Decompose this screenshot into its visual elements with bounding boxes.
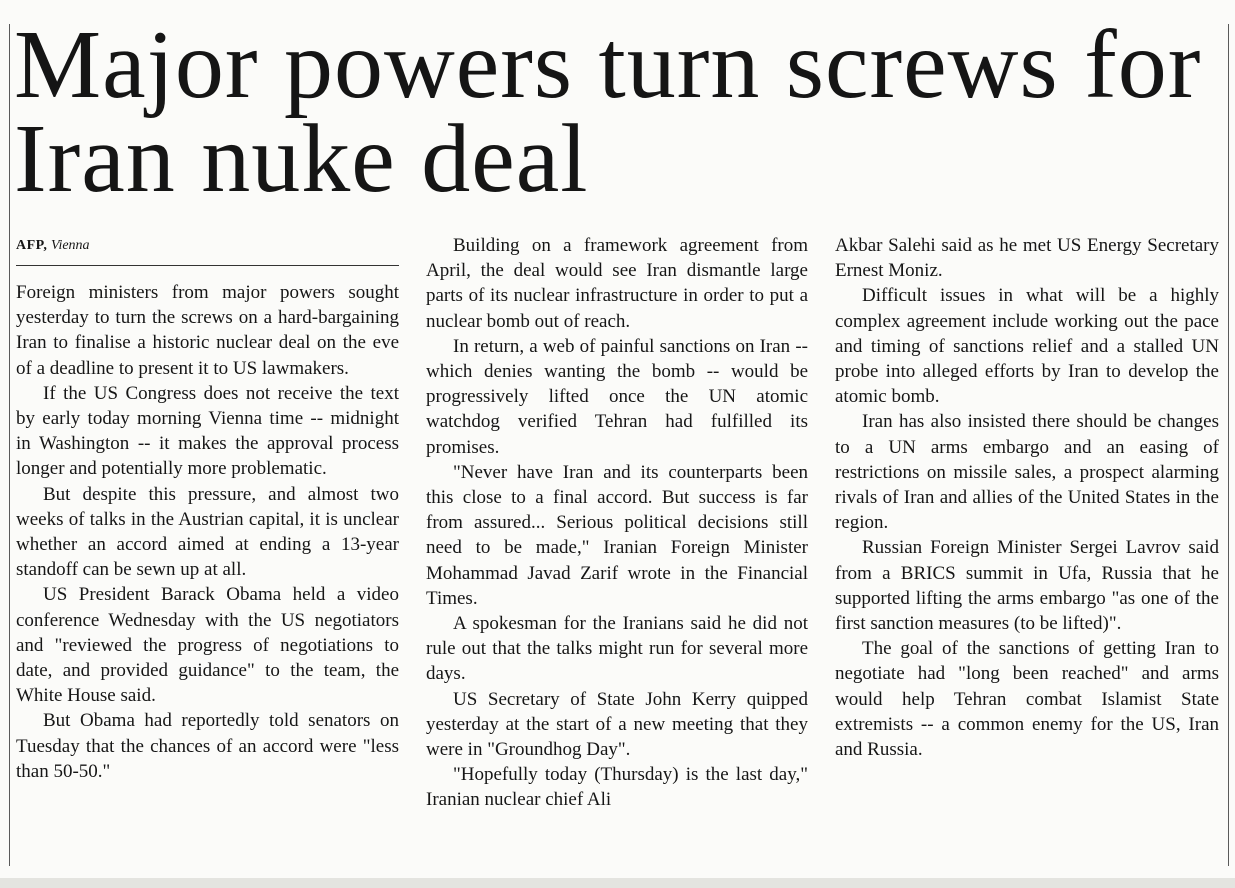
byline — [16, 236, 396, 256]
paragraph: If the US Congress does not receive the text by early today morning Vienna time -- midnight in Washington -- it makes the approval process longer and potentially more problematic. — [16, 382, 399, 480]
paragraph: Foreign ministers from major powers sought yesterday to turn the screws on a hard-bargaining Iran to finalise a historic nuclear deal on the eve of a deadline to present it to US lawmakers. — [16, 282, 399, 379]
paragraph: In return, a web of painful sanctions on Iran -- which denies wanting the bomb -- would be progressively lifted once the UN atomic watchdog verified Tehran had fulfilled its promises. — [426, 335, 808, 458]
paragraph: A spokesman for the Iranians said he did not rule out that the talks might run for several more days. — [426, 613, 808, 685]
byline-divider — [16, 265, 399, 266]
paragraph: Akbar Salehi said as he met US Energy Secretary Ernest Moniz. — [835, 235, 1219, 282]
page-bottom-edge — [0, 878, 1235, 888]
paragraph: But Obama had reportedly told senators on Tuesday that the chances of an accord were "less than 50-50." — [16, 710, 399, 782]
article-column-3 — [835, 233, 1219, 762]
left-column-rule — [9, 24, 10, 866]
article-column-2 — [426, 233, 808, 813]
right-column-rule — [1228, 24, 1229, 866]
paragraph: US Secretary of State John Kerry quipped yesterday at the start of a new meeting that they were in "Groundhog Day". — [426, 688, 808, 761]
paragraph: Building on a framework agreement from April, the deal would see Iran dismantle large parts of its nuclear infrastructure in order to put a nuclear bomb out of reach. — [426, 235, 808, 332]
paragraph: But despite this pressure, and almost two weeks of talks in the Austrian capital, it is unclear whether an accord aimed at ending a 13-year standoff can be sewn up at all. — [16, 483, 399, 581]
paragraph: Difficult issues in what will be a highly complex agreement include working out the pace and timing of sanctions relief and a stalled UN probe into alleged efforts by Iran to develop the atomic bomb. — [835, 285, 1219, 408]
paragraph: The goal of the sanctions of getting Iran to negotiate had "long been reached" and arms would help Tehran combat Islamist State extremists -- a common enemy for the US, Iran and Russia. — [835, 638, 1219, 761]
paragraph: Russian Foreign Minister Sergei Lavrov said from a BRICS summit in Ufa, Russia that he supported lifting the arms embargo "as one of the first sanction measures (to be lifted)". — [835, 537, 1219, 635]
byline-location: Vienna — [50, 238, 90, 253]
headline: Major powers turn screws for Iran nuke deal — [14, 11, 1202, 213]
paragraph: "Never have Iran and its counterparts been this close to a final accord. But success is far from assured... Serious political decisions still need to be made," Iranian Foreign Minister Mohammad Javad Zarif wrote in the Financial Times. — [426, 461, 808, 609]
byline-agency: AFP, — [16, 238, 48, 253]
paragraph: "Hopefully today (Thursday) is the last day," Iranian nuclear chief Ali — [426, 764, 808, 811]
article-column-1 — [16, 280, 399, 784]
paragraph: Iran has also insisted there should be changes to a UN arms embargo and an easing of restrictions on missile sales, a prospect alarming rivals of Iran and allies of the United States in the region. — [835, 411, 1219, 534]
paragraph: US President Barack Obama held a video conference Wednesday with the US negotiators and "reviewed the progress of negotiations to date, and provided guidance" to the team, the White House said. — [16, 584, 399, 707]
